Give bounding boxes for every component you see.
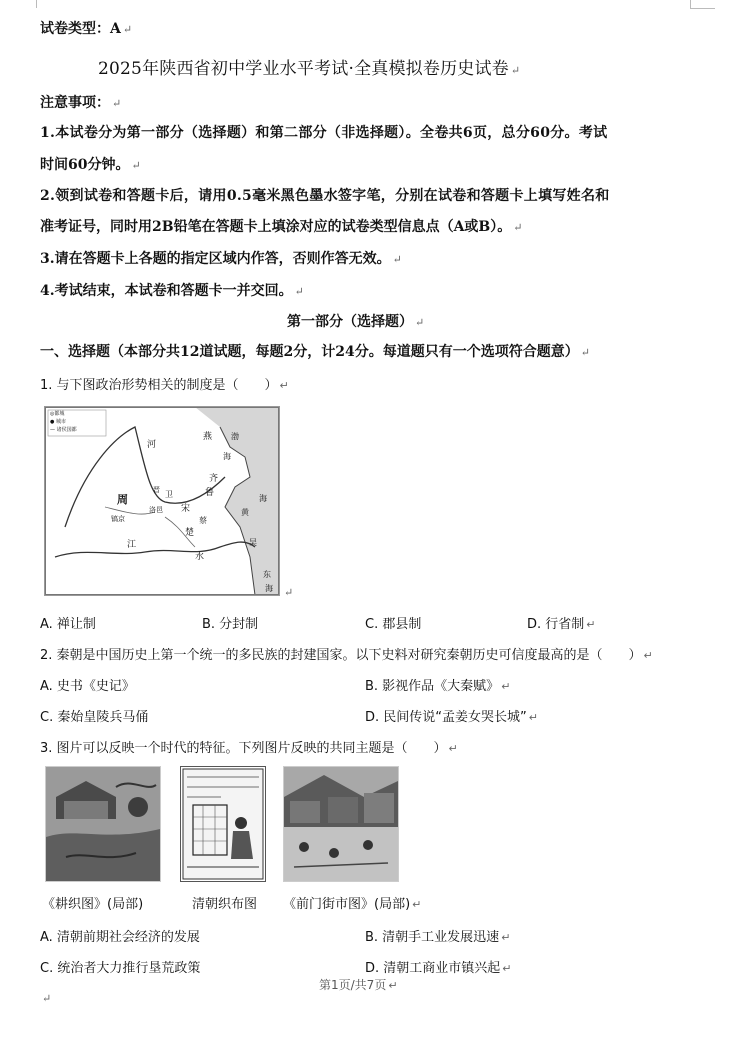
q3-image-gengzhi — [45, 766, 161, 882]
q1-option-d[interactable]: D. 行省制 ↵ — [527, 617, 596, 632]
map-label-hai3: 海 — [265, 584, 273, 593]
q2-option-c[interactable]: C. 秦始皇陵兵马俑 — [40, 710, 149, 725]
map-graphic — [45, 407, 279, 595]
notes-heading: 注意事项： ↵ — [40, 95, 122, 111]
map-label-huang: 黄 — [241, 508, 249, 517]
map-label-chu: 楚 — [185, 528, 195, 538]
note-1-line-1: 1.本试卷分为第一部分（选择题）和第二部分（非选择题）。全卷共6页，总分60分。考试 — [40, 125, 608, 141]
map-label-luoyi: 洛邑 — [149, 506, 163, 514]
page-title: 2025年陕西省初中学业水平考试·全真模拟卷历史试卷 ↵ — [98, 59, 521, 79]
q3-option-a[interactable]: A. 清朝前期社会经济的发展 — [40, 930, 200, 945]
map-label-jin: 晋 — [153, 486, 160, 494]
map-label-yan: 燕 — [203, 432, 213, 442]
q1-option-a[interactable]: A. 禅让制 — [40, 617, 96, 632]
map-label-zhou: 周 — [117, 493, 128, 506]
q3-image-qianmen — [283, 766, 399, 882]
map-label-jiang: 江 — [127, 540, 137, 550]
return-mark: ↵ — [284, 586, 294, 599]
map-label-hai2: 海 — [259, 494, 267, 503]
part1-title: 第一部分（选择题） ↵ — [287, 314, 425, 330]
q1-map — [44, 406, 280, 596]
map-label-shui: 水 — [195, 552, 205, 562]
map-label-dong: 东 — [263, 570, 271, 579]
map-label-lu: 鲁 — [205, 488, 215, 498]
map-label-wei: 卫 — [165, 490, 173, 499]
map-label-river: 河 — [147, 440, 157, 450]
map-label-haojing: 镐京 — [111, 515, 125, 523]
q2-option-b[interactable]: B. 影视作品《大秦赋》 ↵ — [365, 679, 511, 694]
note-2-line-1: 2.领到试卷和答题卡后，请用0.5毫米黑色墨水签字笔，分别在试卷和答题卡上填写姓名和 — [40, 188, 610, 204]
q1-option-c[interactable]: C. 郡县制 — [365, 617, 422, 632]
q3-option-d[interactable]: D. 清朝工商业市镇兴起 ↵ — [365, 961, 512, 976]
note-4: 4.考试结束，本试卷和答题卡一并交回。 ↵ — [40, 283, 304, 299]
map-label-wu: 吴 — [249, 538, 257, 547]
q3-option-b[interactable]: B. 清朝手工业发展迅速 ↵ — [365, 930, 511, 945]
map-label-hai: 海 — [223, 452, 231, 461]
map-label-song: 宋 — [181, 504, 191, 514]
end-mark: ↵ — [42, 992, 52, 1005]
q3-option-c[interactable]: C. 统治者大力推行垦荒政策 — [40, 961, 201, 976]
q3-stem: 3. 图片可以反映一个时代的特征。下列图片反映的共同主题是（ ） ↵ — [40, 741, 458, 756]
section-heading: 一、选择题（本部分共12道试题，每题2分，计24分。每道题只有一个选项符合题意） ↵ — [40, 344, 590, 360]
q3-caption-1: 《耕织图》(局部) — [42, 897, 144, 912]
paper-type: 试卷类型：A ↵ — [40, 21, 133, 37]
note-1-line-2: 时间60分钟。 ↵ — [40, 157, 141, 173]
q2-stem: 2. 秦朝是中国历史上第一个统一的多民族的封建国家。以下史料对研究秦朝历史可信度最高的是（ ） ↵ — [40, 648, 653, 663]
note-3: 3.请在答题卡上各题的指定区域内作答，否则作答无效。 ↵ — [40, 251, 402, 267]
q3-image-weaving — [180, 766, 266, 882]
map-legend: ◎都城 ● 城市 — 诸侯国都 — [50, 411, 77, 433]
q3-caption-2: 清朝织布图 — [192, 897, 258, 912]
q3-caption-3: 《前门街市图》(局部) ↵ — [283, 897, 422, 912]
map-label-qi: 齐 — [209, 474, 219, 484]
page-footer: 第1页/共7页 ↵ — [319, 978, 398, 992]
map-label-bo: 渤 — [231, 432, 239, 441]
q1-option-b[interactable]: B. 分封制 — [202, 617, 259, 632]
note-2-line-2: 准考证号，同时用2B铅笔在答题卡上填涂对应的试卷类型信息点（A或B）。 ↵ — [40, 219, 523, 235]
q1-stem: 1. 与下图政治形势相关的制度是（ ） ↵ — [40, 378, 289, 393]
q2-option-d[interactable]: D. 民间传说“孟姜女哭长城” ↵ — [365, 710, 538, 725]
crop-mark-top-right — [690, 0, 715, 9]
q2-option-a[interactable]: A. 史书《史记》 — [40, 679, 135, 694]
map-label-cai: 蔡 — [199, 516, 207, 525]
crop-mark-top-left — [24, 0, 37, 8]
